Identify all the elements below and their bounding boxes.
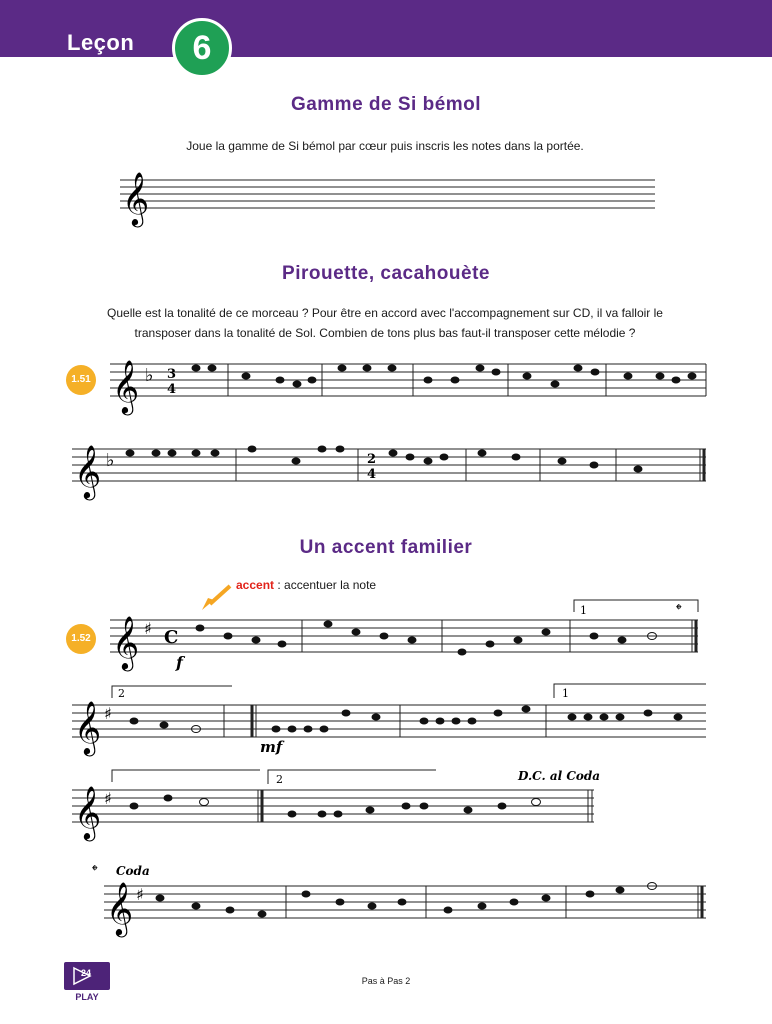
lesson-number-badge: 6 <box>172 18 232 78</box>
sharp-icon: ♯ <box>136 885 144 904</box>
volta-2-label: 2 <box>276 773 283 786</box>
coda-sign-icon: 𝄌 <box>676 600 682 619</box>
pirouette-instruction-line2: transposer dans la tonalité de Sol. Combien de tons plus bas faut-il transposer cette mélodie ? <box>134 326 636 340</box>
dynamic-forte: f <box>176 653 183 672</box>
sharp-icon: ♯ <box>144 619 152 638</box>
staff-accent-3 <box>72 790 594 822</box>
accent-term: accent <box>236 578 275 592</box>
treble-clef-icon: 𝄞 <box>122 171 150 225</box>
time-sig-top: 2 <box>367 452 377 467</box>
track-badge-152[interactable]: 1.52 <box>66 624 96 654</box>
staff-accent-2 <box>72 705 706 737</box>
notes-staff7 <box>156 883 657 918</box>
common-time-icon: C <box>164 627 179 648</box>
treble-clef-icon: 𝄞 <box>112 359 140 413</box>
accent-arrow-icon <box>210 586 230 604</box>
time-sig-top: 3 <box>167 367 177 382</box>
notes-staff2 <box>192 365 697 388</box>
sharp-icon: ♯ <box>104 704 112 723</box>
sharp-icon: ♯ <box>104 789 112 808</box>
play-label[interactable]: PLAY <box>75 992 99 1002</box>
scale-instruction: Joue la gamme de Si bémol par cœur puis inscris les notes dans la portée. <box>186 139 584 153</box>
volta-2-label: 2 <box>118 687 125 700</box>
section-title-scale: Gamme de Si bémol <box>290 94 482 115</box>
flat-icon: ♭ <box>145 365 154 386</box>
flat-icon: ♭ <box>106 450 115 471</box>
volta-1-label: 1 <box>562 687 569 700</box>
section-title-pirouette: Pirouette, cacahouète <box>282 263 490 284</box>
treble-clef-icon: 𝄞 <box>74 785 102 839</box>
volta-1-label: 1 <box>580 604 587 617</box>
lesson-label: Leçon <box>67 30 135 55</box>
time-sig-bottom: 4 <box>167 382 177 397</box>
track-badge-151[interactable]: 1.51 <box>66 365 96 395</box>
notes-staff3 <box>126 446 643 473</box>
coda-sign-icon: 𝄌 <box>92 861 98 880</box>
section-title-accent: Un accent familier <box>299 537 473 558</box>
treble-clef-icon: 𝄞 <box>74 700 102 754</box>
notes-staff5 <box>130 706 683 733</box>
coda-label: Coda <box>116 864 150 878</box>
treble-clef-icon: 𝄞 <box>74 444 102 498</box>
pirouette-instruction-line1: Quelle est la tonalité de ce morceau ? Pour être en accord avec l'accompagnement sur CD, il va falloir le <box>107 306 663 320</box>
dynamic-mezzo-forte: mf <box>260 738 283 756</box>
time-sig-bottom: 4 <box>367 467 377 482</box>
notes-staff4 <box>196 621 657 656</box>
accent-definition-text: : accentuer la note <box>274 578 377 592</box>
dc-al-coda-marking: D.C. al Coda <box>518 769 601 783</box>
staff-empty <box>120 180 655 208</box>
treble-clef-icon: 𝄞 <box>106 881 134 935</box>
page-number: 24 <box>81 968 92 978</box>
book-title: Pas à Pas 2 <box>361 976 411 986</box>
treble-clef-icon: 𝄞 <box>112 615 140 669</box>
